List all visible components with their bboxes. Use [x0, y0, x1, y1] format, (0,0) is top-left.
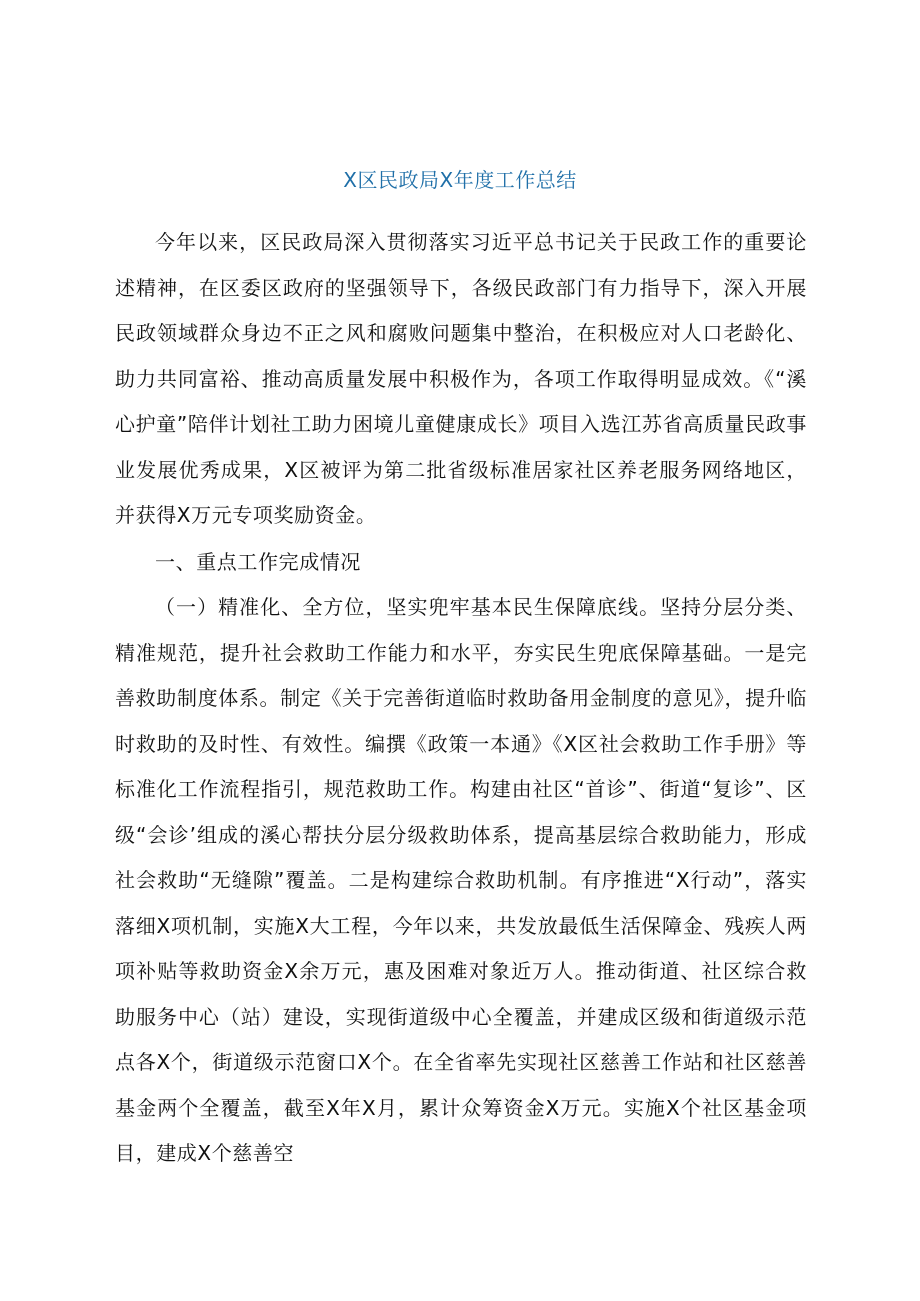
paragraph-intro-block	[115, 220, 807, 539]
paragraph-social-assistance-block	[115, 585, 807, 1177]
document-title: X区民政局X年度工作总结	[343, 168, 577, 192]
paragraph-social-assistance: （一）精准化、全方位，坚实兜牢基本民生保障底线。坚持分层分类、精准规范，提升社会救助工作能力和水平，夯实民生兜底保障基础。一是完善救助制度体系。制定《关于完善街道临时救助备用金制度的意见》，提升临时救助的及时性、有效性。编撰《政策一本通》《X区社会救助工作手册》等标准化工作流程指引，规范救助工作。构建由社区“首诊”、街道“复诊”、区级“会诊’组成的溪心帮扶分层分级救助体系，提高基层综合救助能力，形成社会救助“无缝隙”覆盖。二是构建综合救助机制。有序推进“X行动”，落实落细X项机制，实施X大工程，今年以来，共发放最低生活保障金、残疾人两项补贴等救助资金X余万元，惠及困难对象近万人。推动街道、社区综合救助服务中心（站）建设，实现街道级中心全覆盖，并建成区级和街道级示范点各X个，街道级示范窗口X个。在全省率先实现社区慈善工作站和社区慈善基金两个全覆盖，截至X年X月，累计众筹资金X万元。实施X个社区基金项目，建成X个慈善空	[115, 595, 807, 1165]
section-heading-key-work: 一、重点工作完成情况	[155, 550, 361, 574]
paragraph-intro: 今年以来，区民政局深入贯彻落实习近平总书记关于民政工作的重要论述精神，在区委区政府的坚强领导下，各级民政部门有力指导下，深入开展民政领域群众身边不正之风和腐败问题集中整治，在积极应对人口老龄化、助力共同富裕、推动高质量发展中积极作为，各项工作取得明显成效。《“溪心护童”陪伴计划社工助力困境儿童健康成长》项目入选江苏省高质量民政事业发展优秀成果，X区被评为第二批省级标准居家社区养老服务网络地区，并获得X万元专项奖励资金。	[115, 230, 807, 527]
section-heading-block	[115, 540, 807, 586]
